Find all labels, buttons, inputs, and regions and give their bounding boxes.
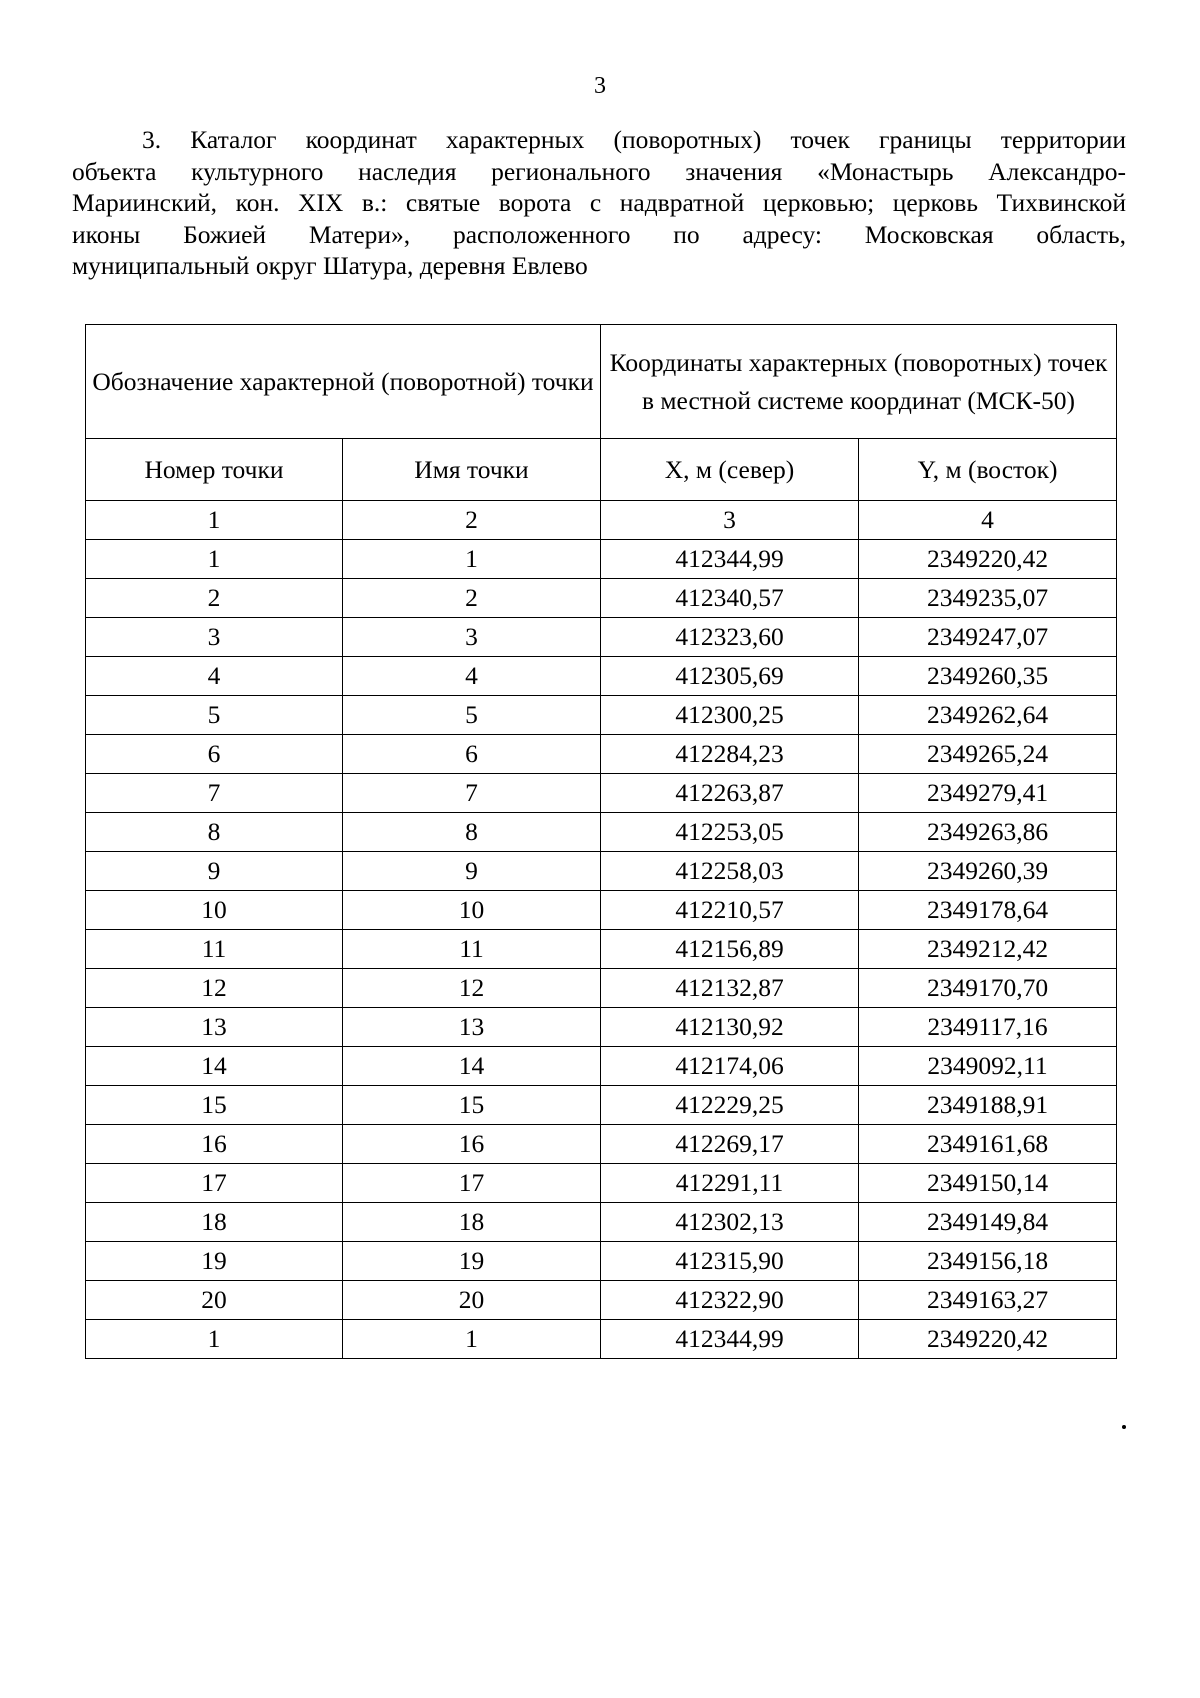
- cell-y: 2349247,07: [859, 618, 1117, 657]
- cell-point-name: 12: [343, 969, 601, 1008]
- cell-x: 412210,57: [601, 891, 859, 930]
- cell-x: 412344,99: [601, 1320, 859, 1359]
- cell-point-name: 6: [343, 735, 601, 774]
- cell-point-name: 18: [343, 1203, 601, 1242]
- table-row: [86, 696, 1117, 735]
- cell-point-name: 19: [343, 1242, 601, 1281]
- cell-x: 412291,11: [601, 1164, 859, 1203]
- cell-point-name: 5: [343, 696, 601, 735]
- cell-point-name: 11: [343, 930, 601, 969]
- cell-point-name: 8: [343, 813, 601, 852]
- cell-point-number: 2: [86, 579, 343, 618]
- cell-y: 2349178,64: [859, 891, 1117, 930]
- table-row: [86, 774, 1117, 813]
- table-row: [86, 735, 1117, 774]
- heading-line: 3. Каталог координат характерных (поворотных) точек границы территории: [142, 125, 1126, 154]
- cell-y: 2349220,42: [859, 1320, 1117, 1359]
- cell-x: 412253,05: [601, 813, 859, 852]
- cell-x: 412132,87: [601, 969, 859, 1008]
- coordinates-group-header: Координаты характерных (поворотных) точек в местной системе координат (МСК-50): [601, 325, 1117, 439]
- cell-y: 2349220,42: [859, 540, 1117, 579]
- column-header-point-name: Имя точки: [343, 439, 601, 501]
- table-row: [86, 1242, 1117, 1281]
- cell-point-number: 1: [86, 540, 343, 579]
- cell-point-number: 18: [86, 1203, 343, 1242]
- column-header-x: X, м (север): [601, 439, 859, 501]
- cell-y: 2349117,16: [859, 1008, 1117, 1047]
- column-header-point-number: Номер точки: [86, 439, 343, 501]
- cell-point-name: 9: [343, 852, 601, 891]
- cell-point-number: 13: [86, 1008, 343, 1047]
- cell-point-number: 1: [86, 1320, 343, 1359]
- column-number: 1: [86, 501, 343, 540]
- cell-y: 2349263,86: [859, 813, 1117, 852]
- cell-x: 412130,92: [601, 1008, 859, 1047]
- cell-y: 2349265,24: [859, 735, 1117, 774]
- cell-point-number: 7: [86, 774, 343, 813]
- table-row: [86, 1164, 1117, 1203]
- cell-x: 412302,13: [601, 1203, 859, 1242]
- table-row: [86, 618, 1117, 657]
- cell-point-number: 3: [86, 618, 343, 657]
- table-row: [86, 891, 1117, 930]
- cell-point-name: 1: [343, 540, 601, 579]
- cell-x: 412263,87: [601, 774, 859, 813]
- table-group-header-row: [86, 325, 1117, 439]
- cell-x: 412344,99: [601, 540, 859, 579]
- cell-point-number: 10: [86, 891, 343, 930]
- column-number: 4: [859, 501, 1117, 540]
- table-row: [86, 969, 1117, 1008]
- table-row: [86, 579, 1117, 618]
- heading-line: объекта культурного наследия регионального значения «Монастырь Александро-: [72, 156, 1126, 186]
- table-row: [86, 813, 1117, 852]
- cell-point-number: 19: [86, 1242, 343, 1281]
- table-row: [86, 1281, 1117, 1320]
- table-row: [86, 1086, 1117, 1125]
- cell-y: 2349188,91: [859, 1086, 1117, 1125]
- cell-point-name: 1: [343, 1320, 601, 1359]
- cell-point-name: 7: [343, 774, 601, 813]
- cell-x: 412284,23: [601, 735, 859, 774]
- column-header-y: Y, м (восток): [859, 439, 1117, 501]
- cell-point-name: 2: [343, 579, 601, 618]
- column-number: 2: [343, 501, 601, 540]
- cell-x: 412229,25: [601, 1086, 859, 1125]
- cell-y: 2349149,84: [859, 1203, 1117, 1242]
- cell-y: 2349260,39: [859, 852, 1117, 891]
- cell-point-number: 5: [86, 696, 343, 735]
- cell-x: 412174,06: [601, 1047, 859, 1086]
- cell-y: 2349235,07: [859, 579, 1117, 618]
- stray-dot-mark: [1122, 1425, 1126, 1429]
- table-row: [86, 1008, 1117, 1047]
- cell-point-name: 15: [343, 1086, 601, 1125]
- cell-y: 2349279,41: [859, 774, 1117, 813]
- cell-y: 2349170,70: [859, 969, 1117, 1008]
- cell-point-name: 14: [343, 1047, 601, 1086]
- table-row: [86, 657, 1117, 696]
- table-row: [86, 1125, 1117, 1164]
- cell-x: 412322,90: [601, 1281, 859, 1320]
- cell-point-name: 16: [343, 1125, 601, 1164]
- table-column-header-row: [86, 439, 1117, 501]
- catalog-heading: [72, 124, 1126, 282]
- cell-x: 412305,69: [601, 657, 859, 696]
- cell-point-number: 15: [86, 1086, 343, 1125]
- cell-point-number: 6: [86, 735, 343, 774]
- cell-point-name: 20: [343, 1281, 601, 1320]
- cell-point-number: 11: [86, 930, 343, 969]
- heading-line: иконы Божией Матери», расположенного по адресу: Московская область,: [72, 219, 1126, 249]
- cell-point-number: 14: [86, 1047, 343, 1086]
- cell-point-number: 17: [86, 1164, 343, 1203]
- cell-y: 2349212,42: [859, 930, 1117, 969]
- heading-line: муниципальный округ Шатура, деревня Евлево: [72, 251, 588, 280]
- cell-point-number: 12: [86, 969, 343, 1008]
- cell-x: 412340,57: [601, 579, 859, 618]
- cell-point-name: 3: [343, 618, 601, 657]
- coordinates-table: [85, 324, 1117, 1359]
- table-column-number-row: [86, 501, 1117, 540]
- cell-y: 2349092,11: [859, 1047, 1117, 1086]
- cell-x: 412156,89: [601, 930, 859, 969]
- cell-point-name: 4: [343, 657, 601, 696]
- cell-point-number: 4: [86, 657, 343, 696]
- cell-y: 2349260,35: [859, 657, 1117, 696]
- cell-y: 2349156,18: [859, 1242, 1117, 1281]
- cell-x: 412258,03: [601, 852, 859, 891]
- column-number: 3: [601, 501, 859, 540]
- table-row: [86, 930, 1117, 969]
- cell-point-name: 10: [343, 891, 601, 930]
- table-row: [86, 1320, 1117, 1359]
- cell-y: 2349150,14: [859, 1164, 1117, 1203]
- cell-x: 412269,17: [601, 1125, 859, 1164]
- cell-y: 2349262,64: [859, 696, 1117, 735]
- page-number: 3: [594, 73, 606, 99]
- heading-line: Мариинский, кон. XIX в.: святые ворота с надвратной церковью; церковь Тихвинской: [72, 188, 1126, 217]
- table-row: [86, 1203, 1117, 1242]
- cell-x: 412323,60: [601, 618, 859, 657]
- cell-point-name: 13: [343, 1008, 601, 1047]
- cell-point-number: 20: [86, 1281, 343, 1320]
- cell-x: 412315,90: [601, 1242, 859, 1281]
- table-row: [86, 1047, 1117, 1086]
- table-row: [86, 852, 1117, 891]
- cell-y: 2349163,27: [859, 1281, 1117, 1320]
- cell-x: 412300,25: [601, 696, 859, 735]
- cell-point-name: 17: [343, 1164, 601, 1203]
- cell-y: 2349161,68: [859, 1125, 1117, 1164]
- designation-group-header: Обозначение характерной (поворотной) точки: [86, 325, 601, 439]
- cell-point-number: 9: [86, 852, 343, 891]
- table-row: [86, 540, 1117, 579]
- cell-point-number: 8: [86, 813, 343, 852]
- cell-point-number: 16: [86, 1125, 343, 1164]
